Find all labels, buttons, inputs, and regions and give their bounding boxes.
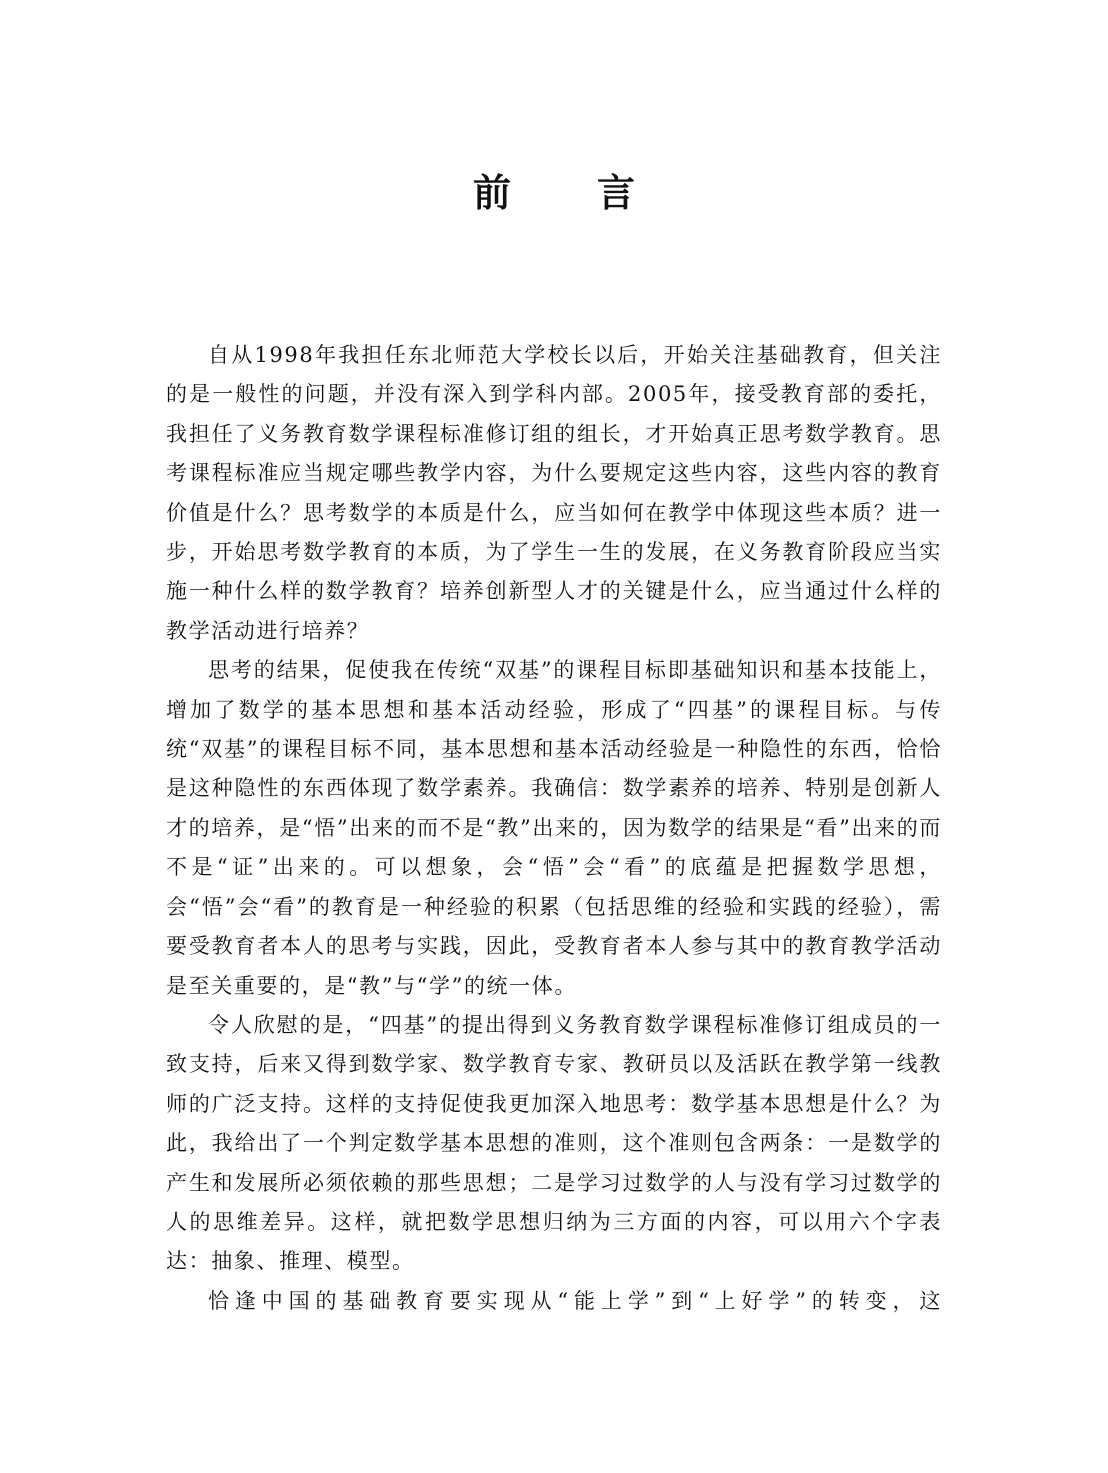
body-text: [166, 336, 942, 1321]
paragraph-3: 令人欣慰的是，“四基”的提出得到义务教育数学课程标准修订组成员的一致支持，后来又得到数学家、数学教育专家、教研员以及活跃在教学第一线教师的广泛支持。这样的支持促使我更加深入地思考：数学基本思想是什么？为此，我给出了一个判定数学基本思想的准则，这个准则包含两条：一是数学的产生和发展所必须依赖的那些思想；二是学习过数学的人与没有学习过数学的人的思维差异。这样，就把数学思想归纳为三方面的内容，可以用六个字表达：抽象、推理、模型。: [166, 1012, 942, 1274]
page-title: [0, 166, 1108, 220]
page-title-char-2: 言: [597, 171, 636, 215]
paragraph-1: 自从1998年我担任东北师范大学校长以后，开始关注基础教育，但关注的是一般性的问题，并没有深入到学科内部。2005年，接受教育部的委托，我担任了义务教育数学课程标准修订组的组长，才开始真正思考数学教育。思考课程标准应当规定哪些教学内容，为什么要规定这些内容，这些内容的教育价值是什么？思考数学的本质是什么，应当如何在教学中体现这些本质？进一步，开始思考数学教育的本质，为了学生一生的发展，在义务教育阶段应当实施一种什么样的数学教育？培养创新型人才的关键是什么，应当通过什么样的教学活动进行培养？: [166, 343, 942, 643]
page-title-char-1: 前: [472, 171, 511, 215]
paragraph-4: 恰逢中国的基础教育要实现从“能上学”到“上好学”的转变，这: [208, 1288, 942, 1313]
paragraph-2: 思考的结果，促使我在传统“双基”的课程目标即基础知识和基本技能上，增加了数学的基本思想和基本活动经验，形成了“四基”的课程目标。与传统“双基”的课程目标不同，基本思想和基本活动经验是一种隐性的东西，恰恰是这种隐性的东西体现了数学素养。我确信：数学素养的培养、特别是创新人才的培养，是“悟”出来的而不是“教”出来的，因为数学的结果是“看”出来的而不是“证”出来的。可以想象，会“悟”会“看”的底蕴是把握数学思想，会“悟”会“看”的教育是一种经验的积累（包括思维的经验和实践的经验），需要受教育者本人的思考与实践，因此，受教育者本人参与其中的教育教学活动是至关重要的，是“教”与“学”的统一体。: [166, 658, 942, 998]
